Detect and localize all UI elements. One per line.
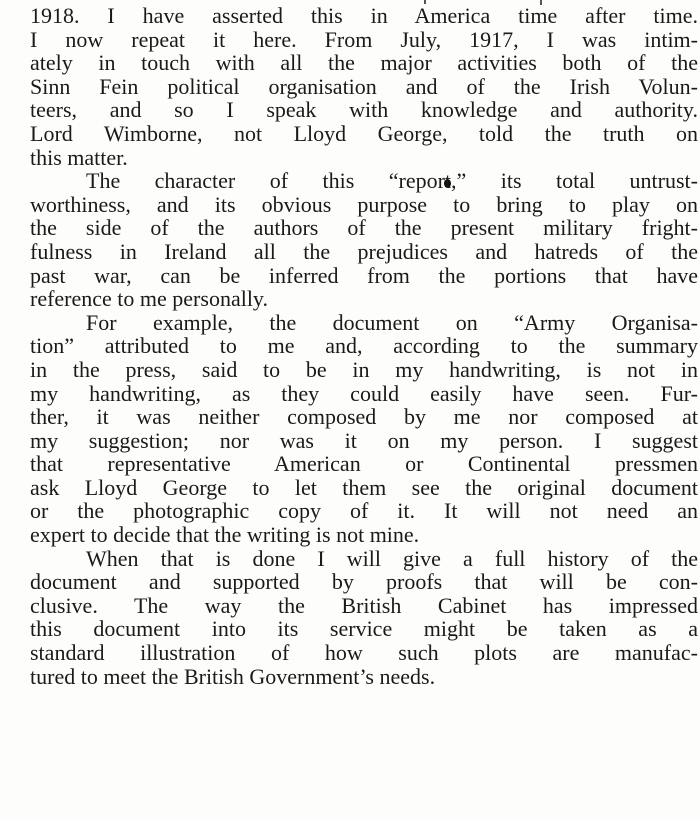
text-line: I now repeat it here. From July, 1917, I was intim-: [30, 26, 698, 52]
text-line: tured to meet the British Government’s needs.: [30, 663, 436, 689]
text-line: ately in touch with all the major activities both of the: [30, 50, 698, 76]
text-line: When that is done I will give a full history of the: [86, 545, 698, 571]
text-line: in the press, said to be in my handwriting, is not in: [30, 356, 698, 382]
text-line: that representative American or Continental pressmen: [30, 451, 698, 477]
text-line: the side of the authors of the present military fright-: [30, 215, 698, 241]
body-text: [30, 4, 698, 688]
text-line: 1918. I have asserted this in America time after time.: [30, 3, 698, 28]
text-line: tion” attributed to me and, according to the summary: [30, 333, 698, 359]
text-line: my suggestion; nor was it on my person. I suggest: [30, 427, 698, 453]
text-line: this matter.: [30, 144, 128, 170]
text-line: Sinn Fein political organisation and of the Irish Volun-: [30, 73, 698, 99]
text-line: my handwriting, as they could easily have seen. Fur-: [30, 380, 698, 406]
text-line: expert to decide that the writing is not mine.: [30, 522, 420, 548]
text-line: For example, the document on “Army Organisa-: [86, 309, 698, 335]
text-line: document and supported by proofs that will be con-: [30, 569, 698, 595]
text-line: The character of this “report,” its total untrust-: [86, 168, 698, 194]
text-line: teers, and so I speak with knowledge and authority.: [30, 97, 698, 123]
text-line: ther, it was neither composed by me nor composed at: [30, 404, 698, 430]
text-line: Lord Wimborne, not Lloyd George, told the truth on: [30, 120, 698, 146]
text-line: or the photographic copy of it. It will not need an: [30, 498, 698, 524]
text-line: ask Lloyd George to let them see the original document: [30, 474, 698, 500]
text-line: clusive. The way the British Cabinet has impressed: [30, 592, 698, 618]
text-line: fulness in Ireland all the prejudices and hatreds of the: [30, 238, 698, 264]
text-line: worthiness, and its obvious purpose to bring to play on: [30, 191, 698, 217]
text-line: reference to me personally.: [30, 286, 269, 312]
text-line: this document into its service might be taken as a: [30, 616, 698, 642]
text-line: past war, can be inferred from the portions that have: [30, 262, 698, 288]
text-line: standard illustration of how such plots are manufac-: [30, 640, 698, 666]
